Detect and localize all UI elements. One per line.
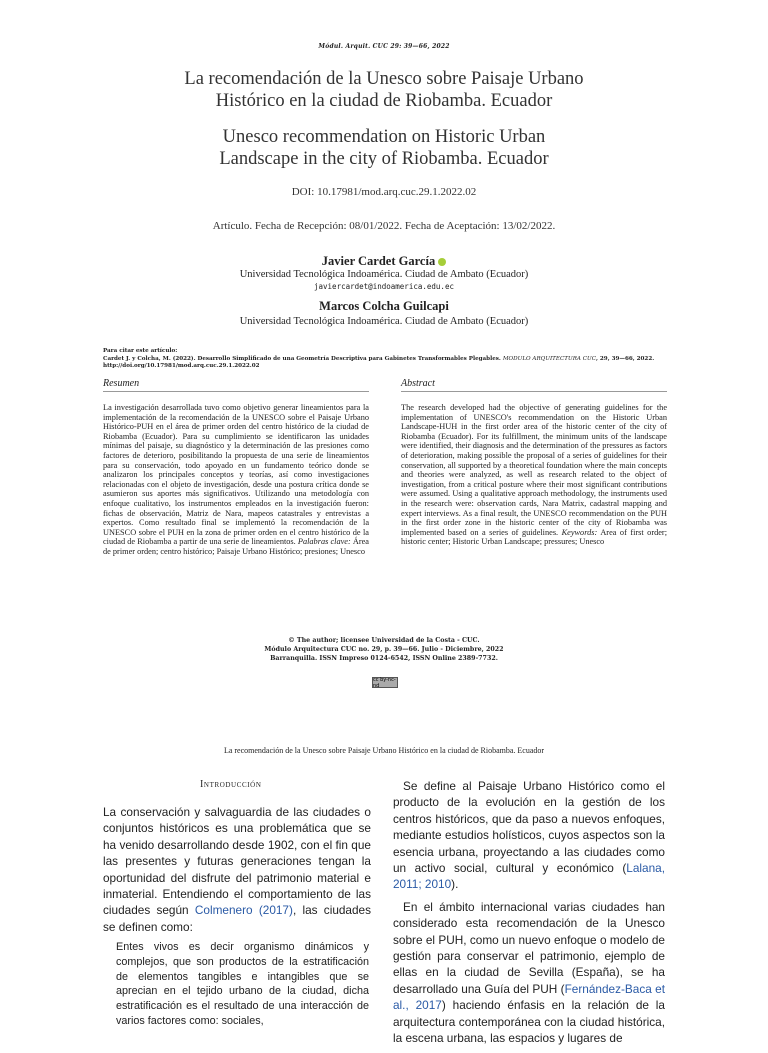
author-2-name: Marcos Colcha Guilcapi [319, 299, 449, 313]
title-spanish-line2: Histórico en la ciudad de Riobamba. Ecuador [215, 91, 553, 111]
title-english [80, 126, 688, 170]
abstract-divider [401, 391, 667, 392]
title-english-line2: Landscape in the city of Riobamba. Ecuador [219, 149, 549, 169]
title-spanish [80, 68, 688, 112]
intro-text: La conservación y salvaguardia de las ciudades o conjuntos históricos es una problemática que se ha venido desarrollando desde 1902, con el fin que las presentes y futuras generaciones tengan la oportunidad del disfrute del patrimonio material e inmaterial. Entendiendo el comportamiento de las ciudades según [103, 805, 371, 918]
author-2-affiliation: Universidad Tecnológica Indoamérica. Ciudad de Ambato (Ecuador) [239, 316, 529, 327]
citation-block [103, 348, 669, 371]
license-line-3: Barranquilla. ISSN Impreso 0124-6542, ISSN Online 2389-7732. [270, 655, 498, 662]
lalana-link[interactable]: Lalana, 2011; 2010 [393, 861, 665, 892]
abstract-body [401, 403, 667, 547]
intro-tail: , las ciudades se definen como: [103, 903, 372, 934]
right-p2-tail: ) haciendo énfasis en la relación de la arquitectura contemporánea con la ciudad histórica, la escena urbana, las espacios y lugares de [393, 998, 665, 1046]
colmenero-link[interactable]: Colmenero (2017) [194, 903, 293, 918]
citation-main: Cardet J. y Colcha, M. (2022). Desarrollo Simplificado de una Geometría Descriptiva para Gabinetes Transformables Plegables. [103, 355, 501, 362]
intro-paragraph [103, 804, 371, 935]
resumen-keywords-label: Palabras clave: [297, 537, 351, 547]
block-quote: Entes vivos es decir organismo dinámicos y complejos, que son productos de la estratificación de elementos tangibles e intangibles que se aprecian en el tejido urbano de la ciudad, dicha estratificación es el resultado de una interacción de varios factores como: sociales, [116, 941, 369, 1027]
resumen-label: Resumen [103, 378, 140, 389]
license-line-1: © The author; licensee Universidad de la Costa - CUC. [288, 637, 480, 644]
abstract-text: The research developed had the objective of generating guidelines for the implementation of UNESCO's recommendation on the Historic Urban Landscape-HUH in the first order area of the historic center of the city of Riobamba (Ecuador). For its fulfillment, the minimum units of the landscape were identified, their diagnosis and the determination of the pressures as factors of deterioration, making possible the proposal of a series of guidelines for their conservation, all supported by a theoretical foundation where the main concepts and theories were analyzed, as well as research related to the object of investigation, from a critical posture where their most significant contributions were assumed. Using a qualitative approach methodology, the instruments used in the research were: observation cards, Nara Matrix, cadastral mapping and expert interviews. As a final result, the UNESCO recommendation on the PUH in the first order zone in the historic center of the city of Riobamba was implemented based on a series of guidelines. [401, 403, 667, 537]
right-p2-text: En el ámbito internacional varias ciudades han considerado esta recomendación de la Unesco sobre el PUH, como un nuevo enfoque o modelo de gestión para conservar el patrimonio, ejemplo de ellas en la ciudad de Sevilla (España), se ha desarrollado una Guía del PUH ( [393, 899, 665, 996]
resumen-body [103, 403, 369, 557]
article-dates: Artículo. Fecha de Recepción: 08/01/2022. Fecha de Aceptación: 13/02/2022. [212, 220, 556, 232]
doi[interactable]: DOI: 10.17981/mod.arq.cuc.29.1.2022.02 [291, 186, 477, 198]
citation-text [103, 356, 669, 371]
right-p1-tail: ). [451, 877, 459, 892]
author-1-name: Javier Cardet García [321, 254, 436, 268]
abstract-keywords-label: Keywords: [561, 527, 598, 537]
license-block [0, 636, 768, 663]
right-paragraph-1 [393, 778, 665, 893]
section-title-introduccion: Introducción [200, 779, 262, 790]
resumen-divider [103, 391, 369, 392]
resumen-keywords: Área de primer orden; centro histórico; Paisaje Urbano Histórico; presiones; Unesco [103, 537, 369, 556]
resumen-text: La investigación desarrollada tuvo como objetivo generar lineamientos para la implementación de la recomendación de la UNESCO sobre el Paisaje Urbano Histórico-PUH en el área de primer orden del centro histórico de la ciudad de Riobamba (Ecuador). Para su cumplimiento se identificaron las unidades mínimas del paisaje, su diagnóstico y la determinación de las presiones como factores de deterioro, posibilitando la propuesta de una serie de lineamientos para su conservación, todo apoyado en un fundamento teórico donde se analizaron los principales conceptos y teorías, así como investigaciones relacionadas con el objeto de investigación, desde una postura crítica donde se asumieron sus aportes más significativos. Utilizando una metodología con enfoque cualitativo, los instrumentos empleados en la investigación fueron: fichas de observación, Matriz de Nara, mapeos catastrales y entrevistas a expertos. Como resultado final se implementó la recomendación de la UNESCO sobre el PUH en la zona de primer orden en el centro histórico de la ciudad de Riobamba a partir de una serie de lineamientos. [103, 403, 369, 547]
citation-journal: MODULO ARQUITECTURA CUC [502, 355, 597, 362]
creative-commons-icon[interactable]: cc by-nc-nd [372, 677, 398, 688]
abstract-keywords: Area of first order; historic center; Historic Urban Landscape; pressures; Unesco [401, 527, 667, 547]
abstract-label: Abstract [401, 378, 435, 389]
fernandez-baca-link[interactable]: Fernández-Baca et al., 2017 [393, 981, 665, 1013]
right-column [393, 778, 665, 1053]
title-english-line1: Unesco recommendation on Historic Urban [222, 127, 546, 147]
orcid-icon[interactable] [438, 258, 446, 266]
right-p1-text: Se define al Paisaje Urbano Histórico como el producto de la evolución en la gestión de los centros históricos, que da paso a nuevos enfoques, mediante estudios holísticos, cuyos aspectos son la esencia urbana, proyectando a las ciudades como un activo social, cultural y económico ( [393, 779, 665, 876]
intro-text-block [103, 804, 371, 935]
citation-tail: , 29, 39—66, 2022. http://doi.org/10.17981/mod.arq.cuc.29.1.2022.02 [103, 355, 655, 369]
citation-label: Para citar este artículo: [103, 348, 178, 354]
author-1 [0, 254, 768, 269]
page2-running-head: La recomendación de la Unesco sobre Paisaje Urbano Histórico en la ciudad de Riobamba. Ecuador [223, 746, 545, 755]
license-line-2: Módulo Arquitectura CUC no. 29, p. 39—66. Julio - Diciembre, 2022 [264, 646, 504, 653]
title-spanish-line1: La recomendación de la Unesco sobre Paisaje Urbano [184, 69, 584, 89]
right-paragraph-2 [393, 899, 665, 1047]
author-1-affiliation: Universidad Tecnológica Indoamérica. Ciudad de Ambato (Ecuador) [239, 269, 529, 280]
running-head: Módul. Arquit. CUC 29: 39—66, 2022 [318, 43, 450, 50]
author-1-email[interactable]: javiercardet@indoamerica.edu.ec [314, 282, 454, 291]
